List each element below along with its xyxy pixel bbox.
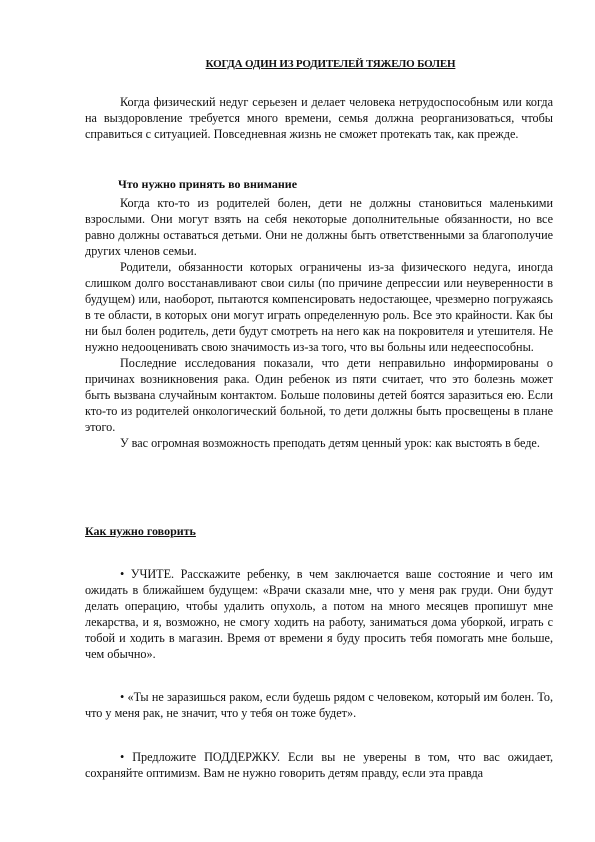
paragraph: У вас огромная возможность преподать детям ценный урок: как выстоять в беде. (120, 436, 540, 450)
bullet-item (85, 566, 553, 662)
intro-block (85, 94, 553, 142)
paragraph: Когда кто-то из родителей болен, дети не должны становиться маленькими взрослыми. Они могут взять на себя некоторые дополнительные обязанности, но все равно должны оставаться детьми. Они не должны быть ответственными за благополучие других членов семьи. (85, 196, 553, 258)
paragraph: Последние исследования показали, что дети неправильно информированы о причинах возникновения рака. Один ребенок из пяти считает, что это болезнь может быть вызвана случайным контактом. Больше половины детей боятся заразиться ею. Если кто-то из родителей онкологический больной, то дети должны быть просвещены в плане этого. (85, 356, 553, 434)
section-considerations-body (85, 195, 553, 451)
section-heading-considerations: Что нужно принять во внимание (118, 177, 298, 191)
bullet-text: • УЧИТЕ. Расскажите ребенку, в чем заключается ваше состояние и чего им ожидать в ближайшем будущем: «Врачи сказали мне, что у меня рак груди. Они будут делать операцию, чтобы удалить опухоль, а потом на много месяцев пропишут мне лекарства, и я, возможно, не смогу ходить на работу, заниматься дома уборкой, играть с тобой и ходить в магазин. Время от времени я буду просить тебя помогать мне больше, чем обычно». (85, 567, 553, 661)
intro-paragraph: Когда физический недуг серьезен и делает человека нетрудоспособным или когда на выздоровление требуется много времени, семья должна реорганизоваться, чтобы справиться с ситуацией. Повседневная жизнь не сможет протекать так, как прежде. (85, 95, 553, 141)
bullet-item (85, 749, 553, 781)
bullet-item (85, 689, 553, 721)
bullet-text: • «Ты не заразишься раком, если будешь рядом с человеком, который им болен. То, что у меня рак, не значит, что у тебя он тоже будет». (85, 690, 553, 720)
paragraph: Родители, обязанности которых ограничены из-за физического недуга, иногда слишком долго восстанавливают свои силы (по причине депрессии или неуверенности в будущем) или, наоборот, пытаются компенсировать недостающее, чрезмерно погружаясь в те области, в которых они могут играть определенную роль. Все это крайности. Как бы ни был болен родитель, дети будут смотреть на него как на покровителя и утешителя. Не нужно недооценивать свою значимость из-за того, что вы больны или недееспособны. (85, 260, 553, 354)
document-title: КОГДА ОДИН ИЗ РОДИТЕЛЕЙ ТЯЖЕЛО БОЛЕН (205, 58, 456, 70)
bullet-text: • Предложите ПОДДЕРЖКУ. Если вы не уверены в том, что вас ожидает, сохраняйте оптимизм. Вам не нужно говорить детям правду, если эта правда (85, 750, 553, 780)
section-heading-how-to-talk: Как нужно говорить (85, 524, 196, 538)
